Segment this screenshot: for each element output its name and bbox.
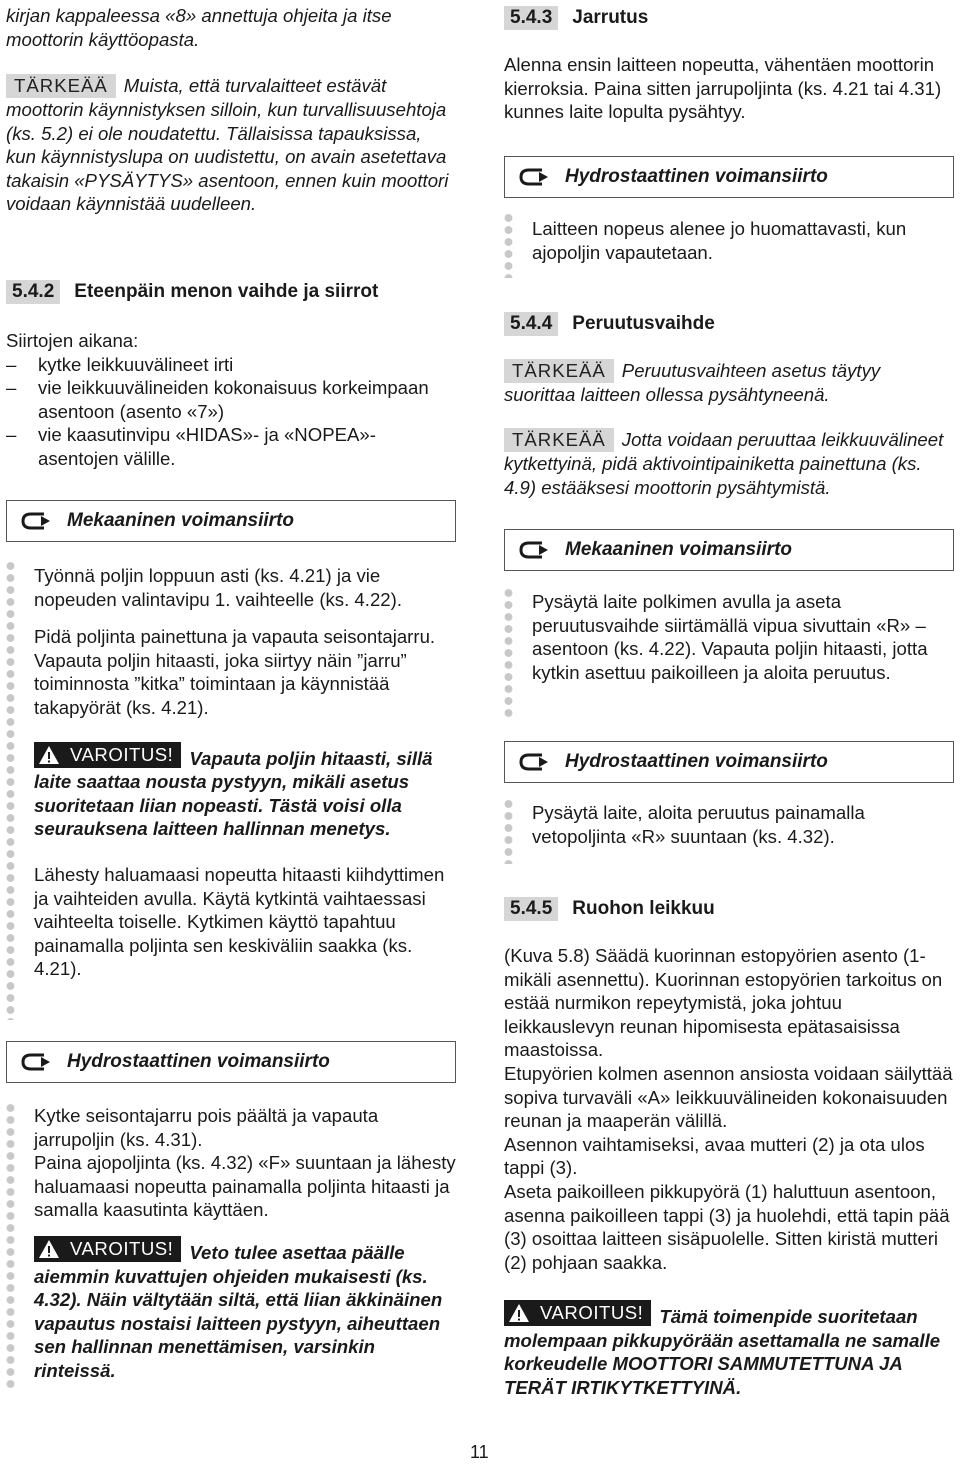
list-item: – vie leikkuuvälineiden kokonaisuus korkeimpaan asentoon (asento «7»): [6, 377, 429, 422]
warning-note-1: VAROITUS! Vapauta poljin hitaasti, sillä laite saattaa nousta pystyyn, mikäli asetus suoritetaan liian nopeasti. Tästä voisi olla seurauksena laitteen hallinnan menetys.: [34, 743, 433, 840]
section-title: Peruutusvaihde: [572, 313, 715, 334]
mechanical-transmission-box: [504, 529, 954, 571]
hydrostatic-transmission-box: [504, 156, 954, 198]
box-title: Hydrostaattinen voimansiirto: [565, 166, 828, 188]
warning-triangle-icon: [38, 745, 60, 765]
hydrostatic-braking-text: Laitteen nopeus alenee jo huomattavasti, kun ajopoljin vapautetaan.: [532, 218, 907, 263]
important-note-reverse-1: TÄRKEÄÄ Peruutusvaihteen asetus täytyy suorittaa laitteen ollessa pysähtyneenä.: [504, 360, 881, 405]
warning-badge: VAROITUS!: [504, 1300, 651, 1326]
section-title: Eteenpäin menon vaihde ja siirrot: [74, 281, 379, 302]
section-heading-5-4-2: [6, 280, 378, 304]
intro-text: kirjan kappaleessa «8» annettuja ohjeita ja itse moottorin käyttöopasta.: [6, 5, 392, 50]
mechanical-reverse-text: Pysäytä laite polkimen avulla ja aseta peruutusvaihde siirtämällä vipua sivuttain «R» – asentoon (ks. 4.22). Vapauta poljin hitaasti, jotta kytkin asettuu paikoilleen ja aloita peruutus.: [532, 591, 928, 683]
paragraph: Lähesty haluamaasi nopeutta hitaasti kiihdyttimen ja vaihteiden avulla. Käytä kytkintä vaihtaessasi vaihteelta toiselle. Kytkimen käyttö tapahtuu painamalla poljinta sen keskiväliin saakka (ks. 4.21).: [34, 863, 445, 980]
hydrostatic-reverse-text: Pysäytä laite, aloita peruutus painamalla vetopoljinta «R» suuntaan (ks. 4.32).: [532, 802, 865, 847]
right-arrow-icon: [519, 541, 549, 559]
right-arrow-icon: [519, 753, 549, 771]
mechanical-transmission-box: [6, 500, 456, 542]
important-note-safety: [6, 74, 456, 216]
right-arrow-icon: [519, 168, 549, 186]
important-label: TÄRKEÄÄ: [504, 428, 614, 452]
box-title: Mekaaninen voimansiirto: [565, 539, 793, 561]
warning-triangle-icon: [508, 1303, 530, 1323]
important-note-reverse-2: TÄRKEÄÄ Jotta voidaan peruuttaa leikkuuvälineet kytkettyinä, pidä aktivointipainiketta painettuna (ks. 4.9) estääksesi moottorin pysähtymistä.: [504, 429, 944, 498]
hydrostatic-instructions: [6, 1104, 458, 1383]
paragraph: Kytke seisontajarru pois päältä ja vapauta jarrupoljin (ks. 4.31).: [34, 1105, 379, 1150]
paragraph: Paina ajopoljinta (ks. 4.32) «F» suuntaan ja lähesty haluamaasi nopeutta painamalla poljinta hitaasti ja samalla kaasutinta käyttäen.: [34, 1152, 456, 1221]
hydrostatic-transmission-box: [504, 741, 954, 783]
box-title: Mekaaninen voimansiirto: [67, 510, 295, 532]
section-number: 5.4.4: [504, 312, 558, 336]
section-heading-5-4-3: [504, 6, 648, 30]
transfers-intro: Siirtojen aikana:: [6, 330, 139, 351]
right-arrow-icon: [21, 512, 51, 530]
warning-triangle-icon: [38, 1239, 60, 1259]
important-text: Muista, että turvalaitteet estävät moottorin käynnistyksen silloin, kun turvallisuusehtoja (ks. 5.2) ei ole noudatettu. Tällaisissa tapauksissa, kun käynnistyslupa on uudistettu, on avain asetettava takaisin «PYSÄYTYS» asentoon, ennen kuin moottori voidaan käynnistää uudelleen.: [6, 75, 449, 215]
section-heading-5-4-5: [504, 897, 715, 921]
hydrostatic-transmission-box: [6, 1041, 456, 1083]
warning-badge: VAROITUS!: [34, 1236, 181, 1262]
section-heading-5-4-4: [504, 312, 715, 336]
section-title: Ruohon leikkuu: [572, 898, 715, 919]
section-number: 5.4.2: [6, 280, 60, 304]
box-title: Hydrostaattinen voimansiirto: [565, 751, 828, 773]
section-number: 5.4.3: [504, 6, 558, 30]
box-title: Hydrostaattinen voimansiirto: [67, 1051, 330, 1073]
important-label: TÄRKEÄÄ: [504, 359, 614, 383]
mowing-text: (Kuva 5.8) Säädä kuorinnan estopyörien asento (1-mikäli asennettu). Kuorinnan estopyörien tarkoitus on estää nurmikon repeytymistä, joka johtuu leikkauslevyn reunan hipomisesta epätasaisissa maastoissa. Etupyörien kolmen asennon ansiosta voidaan säilyttää sopiva turvaväli «A» leikkuuvälineiden kokonaisuuden reunan ja maaperän välillä. Asennon vaihtamiseksi, avaa mutteri (2) ja ota ulos tappi (3). Aseta paikoilleen pikkupyörä (1) haluttuun asentoon, asenna paikoilleen tappi (3) ja huolehdi, että tapin pää (3) osoittaa laitteen sisäpuolelle. Sitten kiristä mutteri (2) pohjaan saakka.: [504, 945, 953, 1273]
warning-badge: VAROITUS!: [34, 742, 181, 768]
list-item: – vie kaasutinvipu «HIDAS»- ja «NOPEA»-asentojen välille.: [6, 424, 376, 469]
warning-note-2: VAROITUS! Veto tulee asettaa päälle aiemmin kuvattujen ohjeiden mukaisesti (ks. 4.32). Näin vältytään siltä, että liian äkkinäinen vapautus nostaisi laitteen pystyyn, aiheuttaen sen hallinnan menettämisen, varsinkin rinteissä.: [34, 1237, 443, 1381]
transfers-list: [6, 329, 456, 471]
warning-note-3: VAROITUS! Tämä toimenpide suoritetaan molempaan pikkupyörään asettamalla ne samalle korkeudelle MOOTTORI SAMMUTETTUNA JA TERÄT IRTIKYTKETTYINÄ.: [504, 1302, 941, 1398]
page-number: 11: [470, 1442, 489, 1462]
paragraph: Työnnä poljin loppuun asti (ks. 4.21) ja vie nopeuden valintavipu 1. vaihteelle (ks. 4.22).: [34, 565, 402, 610]
list-item: – kytke leikkuuvälineet irti: [6, 353, 234, 375]
section-number: 5.4.5: [504, 897, 558, 921]
section-title: Jarrutus: [572, 7, 649, 28]
important-label: TÄRKEÄÄ: [6, 74, 116, 98]
braking-text: Alenna ensin laitteen nopeutta, vähentäen moottorin kierroksia. Paina sitten jarrupoljinta (ks. 4.21 tai 4.31) kunnes laite lopulta pysähtyy.: [504, 54, 942, 123]
right-arrow-icon: [21, 1053, 51, 1071]
mechanical-instructions: [6, 564, 458, 981]
paragraph: Pidä poljinta painettuna ja vapauta seisontajarru. Vapauta poljin hitaasti, joka siirtyy näin ”jarru” toiminnosta ”kitka” toimintaan ja käynnistää takapyörät (ks. 4.21).: [34, 626, 436, 718]
